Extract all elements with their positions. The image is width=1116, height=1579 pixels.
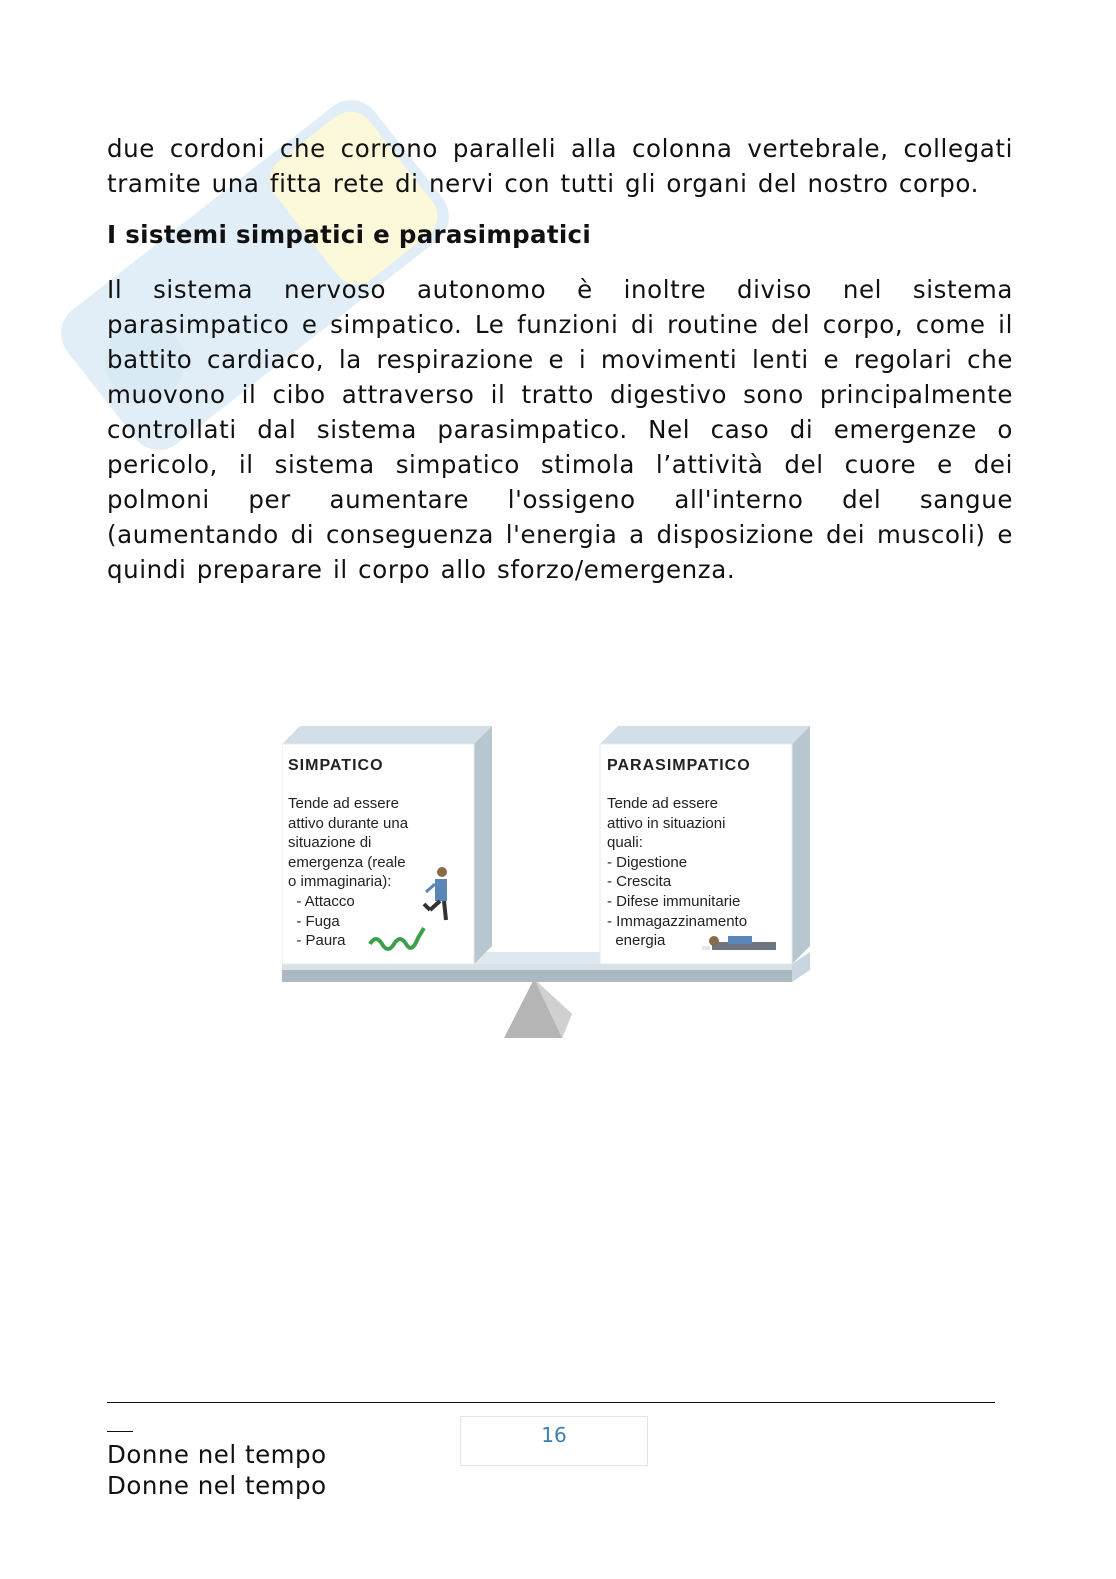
left-box-line: situazione di bbox=[288, 834, 372, 852]
right-box-title: PARASIMPATICO bbox=[607, 757, 751, 774]
right-box-top bbox=[600, 726, 810, 744]
footer-divider bbox=[107, 1402, 995, 1403]
section-heading: I sistemi simpatici e parasimpatici bbox=[107, 220, 592, 249]
left-box-body bbox=[288, 794, 408, 951]
left-box-line: emergenza (reale bbox=[288, 853, 406, 871]
left-box-line: o immaginaria): bbox=[288, 873, 392, 891]
left-box-top bbox=[282, 726, 492, 744]
right-box-line: attivo in situazioni bbox=[607, 814, 726, 832]
right-box-line: Tende ad essere bbox=[607, 795, 718, 812]
footer-divider-tail bbox=[107, 1431, 133, 1432]
right-box-side bbox=[792, 726, 810, 964]
left-box-line: attivo durante una bbox=[288, 814, 409, 832]
page-number: 16 bbox=[460, 1416, 648, 1466]
right-box-line: energia bbox=[607, 932, 666, 950]
paragraph-intro: due cordoni che corrono paralleli alla colonna vertebrale, collegati tramite una fitta rete di nervi con tutti gli organi del nostro corpo. bbox=[107, 134, 1013, 198]
footer-title-repeat: Donne nel tempo bbox=[107, 1471, 327, 1500]
balance-figure bbox=[282, 724, 812, 1042]
left-box-line: - Fuga bbox=[288, 912, 340, 930]
left-box-line: - Attacco bbox=[288, 892, 355, 910]
left-box-line: - Paura bbox=[288, 932, 346, 950]
right-box-body bbox=[607, 794, 747, 951]
left-box-side bbox=[474, 726, 492, 964]
paragraph-autonomic: Il sistema nervoso autonomo è inoltre diviso nel sistema parasimpatico e simpatico. Le funzioni di routine del corpo, come il battito cardiaco, la respirazione e i movimenti lenti e regolari che muovono il cibo attraverso il tratto digestivo sono principalmente controllati dal sistema parasimpatico. Nel caso di emergenze o pericolo, il sistema simpatico stimola l’attività del cuore e dei polmoni per aumentare l'ossigeno all'interno del sangue (aumentando di conseguenza l'energia a disposizione dei muscoli) e quindi preparare il corpo allo sforzo/emergenza. bbox=[107, 275, 1013, 584]
left-box-title: SIMPATICO bbox=[288, 757, 384, 774]
footer-title: Donne nel tempo bbox=[107, 1440, 327, 1469]
right-box-line: - Immagazzinamento bbox=[607, 912, 748, 930]
right-box-line: - Difese immunitarie bbox=[607, 892, 741, 910]
left-box-line: Tende ad essere bbox=[288, 795, 399, 812]
right-box-line: - Digestione bbox=[607, 853, 688, 871]
right-box-line: quali: bbox=[607, 834, 643, 852]
right-box-line: - Crescita bbox=[607, 873, 672, 891]
